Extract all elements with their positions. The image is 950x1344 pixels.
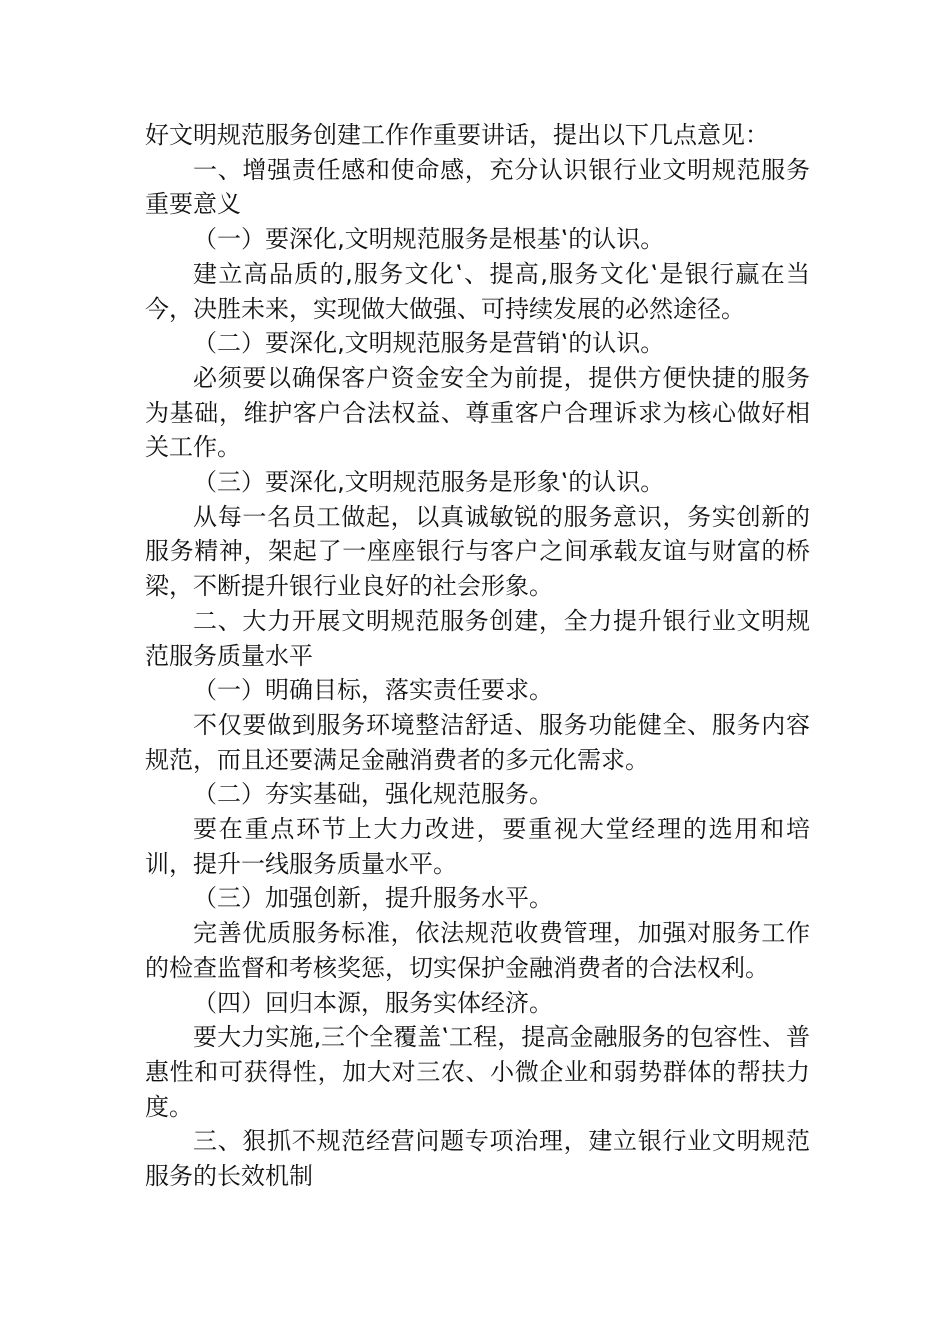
subheading-1-3: （三）要深化‚文明规范服务是形象‛的认识。 bbox=[193, 468, 665, 497]
paragraph-2-2: 要在重点环节上大力改进，要重视大堂经理的选用和培训，提升一线服务质量水平。 bbox=[145, 815, 810, 878]
section-heading-1: 一、增强责任感和使命感，充分认识银行业文明规范服务重要意义 bbox=[145, 155, 810, 219]
subheading-1-2: （二）要深化‚文明规范服务是营销‛的认识。 bbox=[193, 329, 665, 358]
section-heading-3: 三、狠抓不规范经营问题专项治理，建立银行业文明规范服务的长效机制 bbox=[145, 1127, 810, 1191]
subheading-1-1: （一）要深化‚文明规范服务是根基‛的认识。 bbox=[193, 225, 665, 254]
subheading-2-4: （四）回归本源，服务实体经济。 bbox=[193, 988, 553, 1017]
document-body bbox=[145, 118, 810, 1194]
section-heading-2: 二、大力开展文明规范服务创建，全力提升银行业文明规范服务质量水平 bbox=[145, 606, 810, 670]
paragraph-2-1: 不仅要做到服务环境整洁舒适、服务功能健全、服务内容规范，而且还要满足金融消费者的多元化需求。 bbox=[145, 710, 810, 774]
paragraph-2-4: 要大力实施‚三个全覆盖‛工程，提高金融服务的包容性、普惠性和可获得性，加大对三农、小微企业和弱势群体的帮扶力度。 bbox=[145, 1023, 810, 1121]
paragraph-1-3: 从每一名员工做起，以真诚敏锐的服务意识，务实创新的服务精神，架起了一座座银行与客户之间承载友谊与财富的桥梁，不断提升银行业良好的社会形象。 bbox=[145, 502, 810, 601]
subheading-2-1: （一）明确目标，落实责任要求。 bbox=[193, 676, 553, 705]
paragraph-1-2: 必须要以确保客户资金安全为前提，提供方便快捷的服务为基础，维护客户合法权益、尊重客户合理诉求为核心做好相关工作。 bbox=[145, 363, 810, 462]
subheading-2-2: （二）夯实基础，强化规范服务。 bbox=[193, 780, 553, 809]
paragraph-2-3: 完善优质服务标准，依法规范收费管理，加强对服务工作的检查监督和考核奖惩，切实保护金融消费者的合法权利。 bbox=[145, 919, 810, 982]
subheading-2-3: （三）加强创新，提升服务水平。 bbox=[193, 884, 553, 913]
paragraph-intro: 好文明规范服务创建工作作重要讲话，提出以下几点意见： bbox=[145, 121, 769, 149]
paragraph-1-1: 建立高品质的‚服务文化‛、提高‚服务文化‛是银行赢在当今，决胜未来，实现做大做强、可持续发展的必然途径。 bbox=[145, 259, 810, 323]
